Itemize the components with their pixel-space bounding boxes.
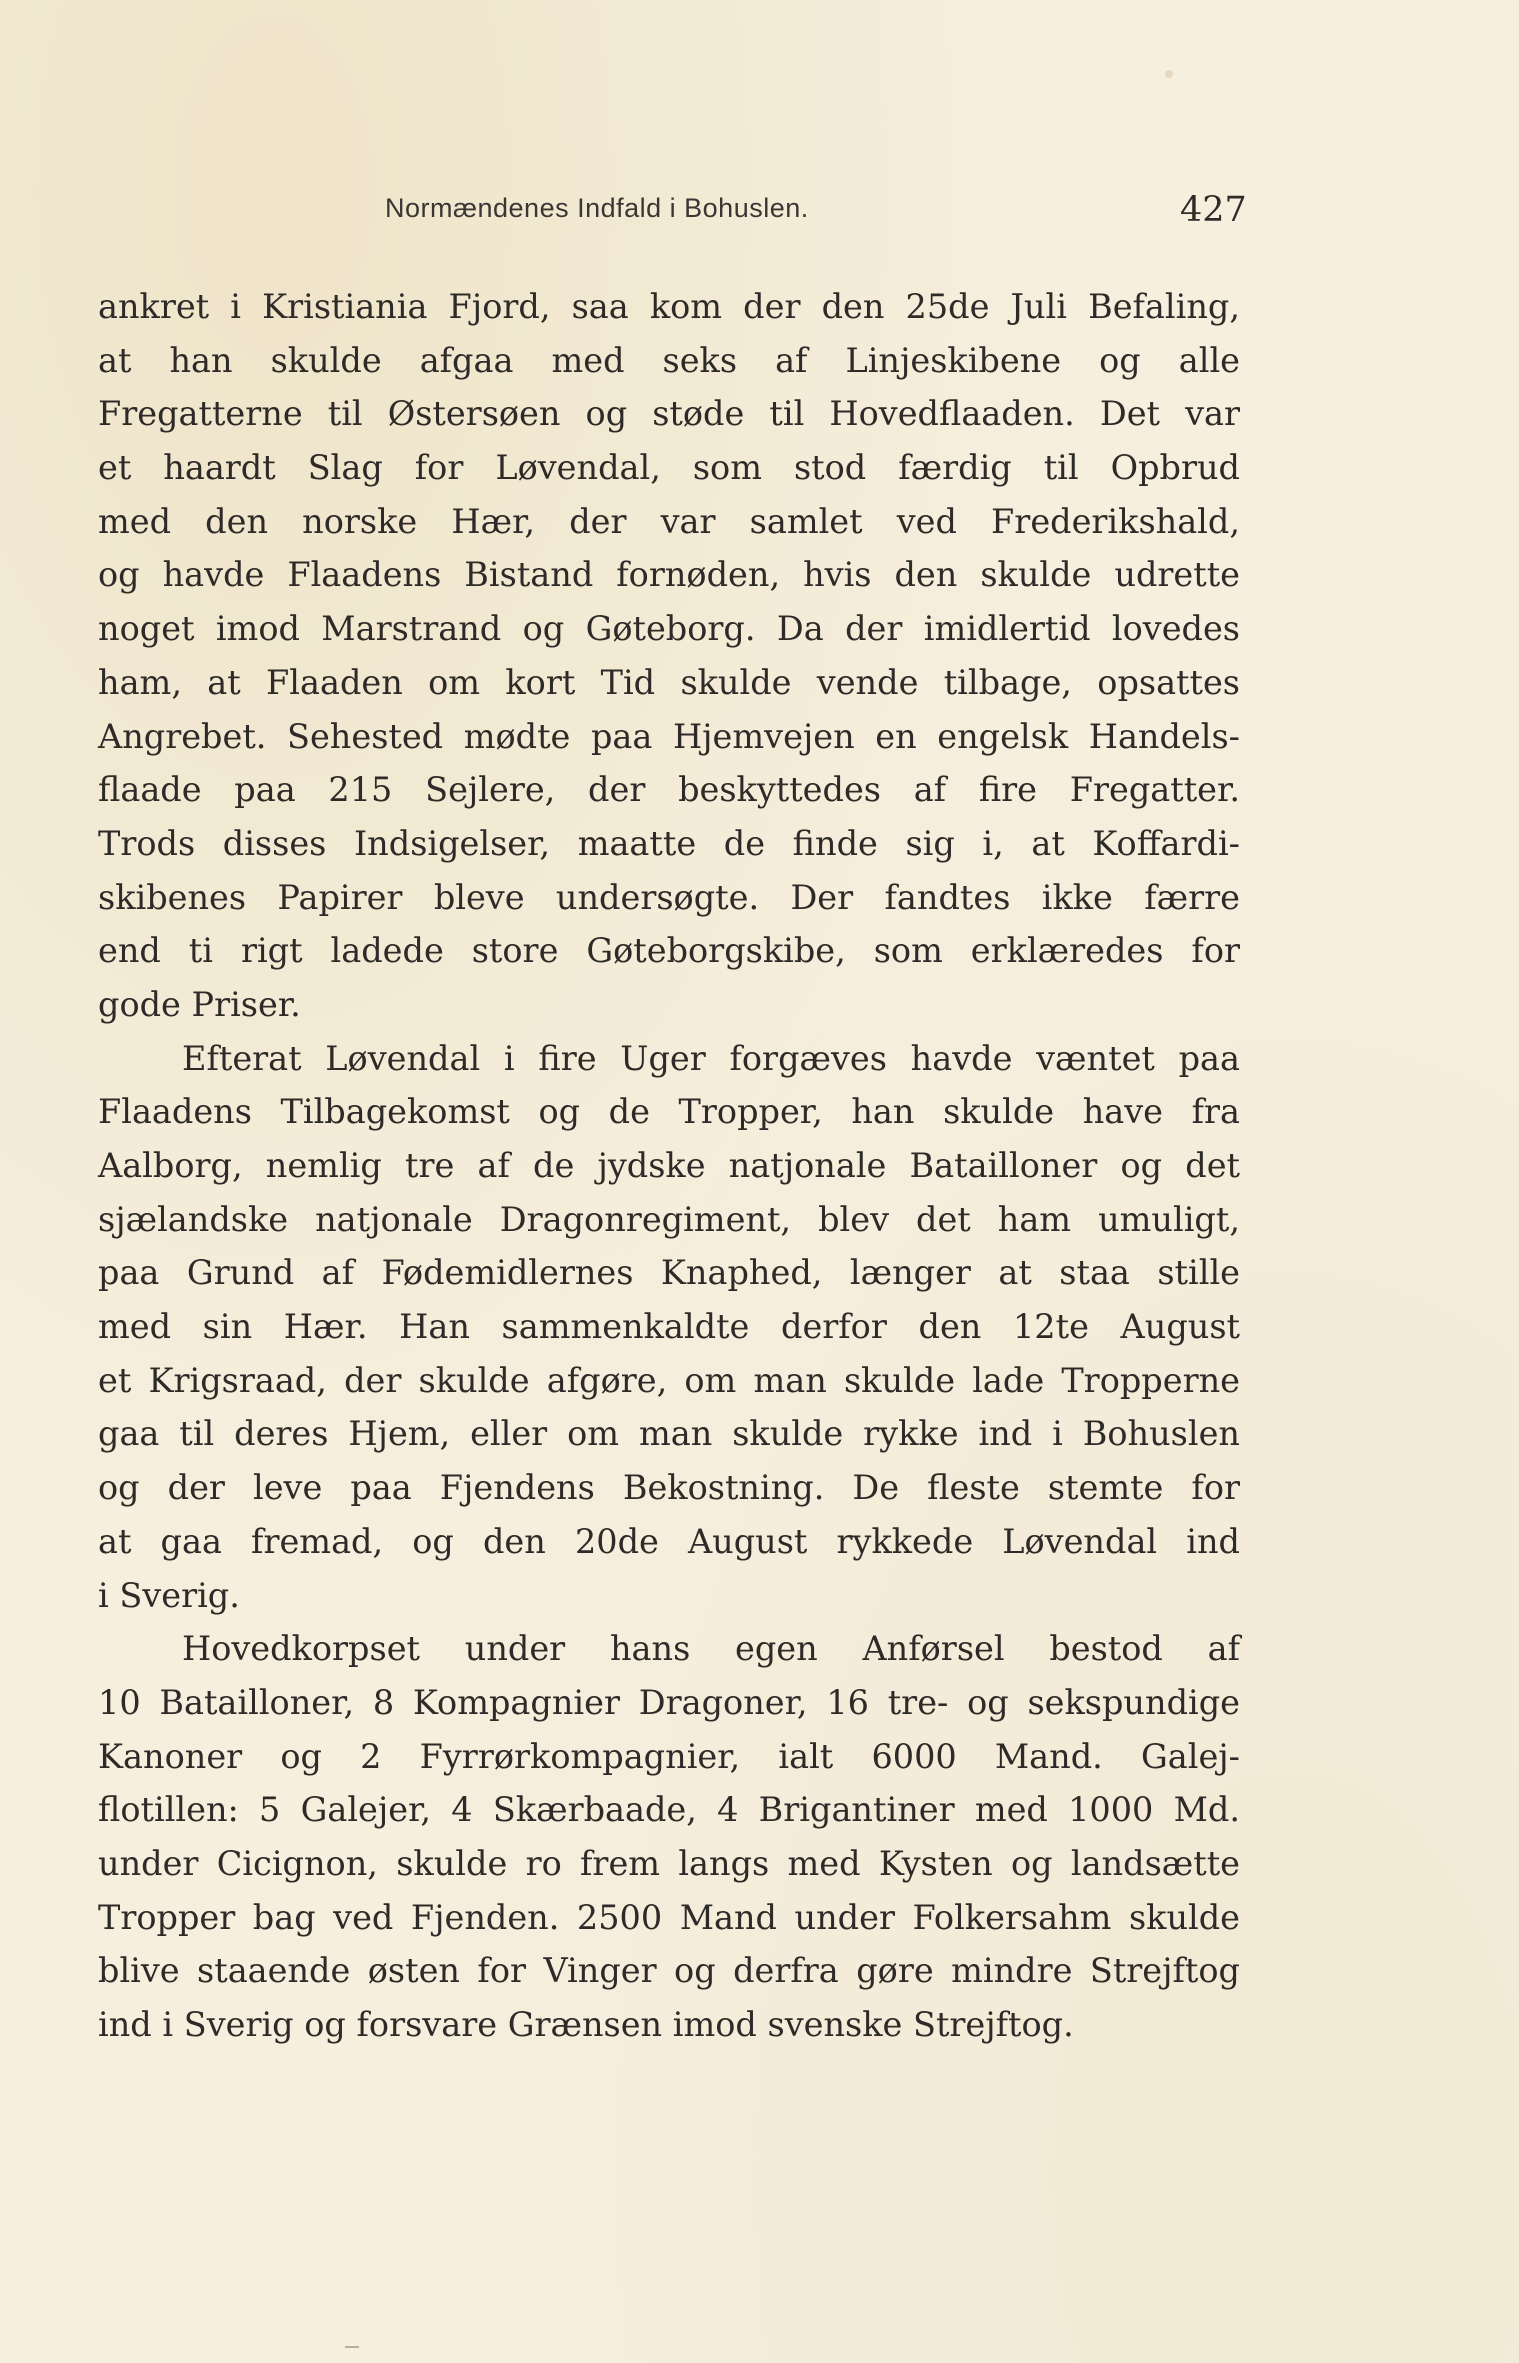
text-line: Trods disses Indsigelser, maatte de finde sig i, at Koffardi- <box>98 823 1240 863</box>
paper-spot <box>1165 70 1173 78</box>
text-line: skibenes Papirer bleve undersøgte. Der fandtes ikke færre <box>98 877 1240 917</box>
text-line: gaa til deres Hjem, eller om man skulde rykke ind i Bohuslen <box>98 1414 1240 1454</box>
text-line: Aalborg, nemlig tre af de jydske natjonale Batailloner og det <box>98 1146 1240 1185</box>
page-number: 427 <box>1180 190 1247 230</box>
text-line: et Krigsraad, der skulde afgøre, om man skulde lade Tropperne <box>98 1360 1240 1400</box>
text-line: paa Grund af Fødemidlernes Knaphed, længer at staa stille <box>98 1253 1240 1293</box>
text-line: Fregatterne til Østersøen og støde til Hovedflaaden. Det var <box>98 394 1240 434</box>
text-line: sjælandske natjonale Dragonregiment, blev det ham umuligt, <box>98 1199 1240 1239</box>
text-line: et haardt Slag for Løvendal, som stod færdig til Opbrud <box>98 448 1240 488</box>
paper-mark <box>345 2346 359 2348</box>
paragraph-end-line: i Sverig. <box>98 1575 240 1615</box>
body-text <box>98 280 1240 2052</box>
text-line: Tropper bag ved Fjenden. 2500 Mand under Folkersahm skulde <box>98 1897 1240 1937</box>
text-line: Kanoner og 2 Fyrrørkompagnier, ialt 6000 Mand. Galej- <box>98 1736 1240 1776</box>
text-line: ankret i Kristiania Fjord, saa kom der den 25de Juli Befaling, <box>98 287 1240 326</box>
text-line: at han skulde afgaa med seks af Linjeskibene og alle <box>98 340 1240 380</box>
text-line: ham, at Flaaden om kort Tid skulde vende tilbage, opsattes <box>98 662 1240 702</box>
text-line: under Cicignon, skulde ro frem langs med Kysten og landsætte <box>98 1843 1240 1883</box>
text-line: flotillen: 5 Galejer, 4 Skærbaade, 4 Brigantiner med 1000 Md. <box>98 1790 1240 1830</box>
paragraph-end-line: ind i Sverig og forsvare Grænsen imod svenske Strejftog. <box>98 2005 1074 2044</box>
text-line: med den norske Hær, der var samlet ved Frederikshald, <box>98 501 1240 541</box>
paragraph-start-line: Hovedkorpset under hans egen Anførsel bestod af <box>182 1629 1240 1669</box>
text-line: noget imod Marstrand og Gøteborg. Da der imidlertid lovedes <box>98 609 1240 649</box>
text-line: og havde Flaadens Bistand fornøden, hvis den skulde udrette <box>98 555 1240 595</box>
text-line: blive staaende østen for Vinger og derfra gøre mindre Strejftog <box>98 1951 1240 1991</box>
text-line: og der leve paa Fjendens Bekostning. De fleste stemte for <box>98 1468 1240 1508</box>
text-line: end ti rigt ladede store Gøteborgskibe, som erklæredes for <box>98 931 1240 971</box>
text-line: Flaadens Tilbagekomst og de Tropper, han skulde have fra <box>98 1092 1240 1132</box>
running-head: Normændenes Indfald i Bohuslen. <box>385 193 809 223</box>
text-line: at gaa fremad, og den 20de August rykkede Løvendal ind <box>98 1521 1240 1561</box>
text-line: med sin Hær. Han sammenkaldte derfor den 12te August <box>98 1307 1240 1347</box>
text-line: Angrebet. Sehested mødte paa Hjemvejen en engelsk Handels- <box>98 716 1240 756</box>
text-line: flaade paa 215 Sejlere, der beskyttedes af fire Fregatter. <box>98 770 1240 810</box>
text-line: 10 Batailloner, 8 Kompagnier Dragoner, 16 tre- og sekspundige <box>98 1682 1240 1722</box>
paragraph-start-line: Efterat Løvendal i fire Uger forgæves havde væntet paa <box>182 1038 1240 1078</box>
paragraph-end-line: gode Priser. <box>98 984 301 1024</box>
